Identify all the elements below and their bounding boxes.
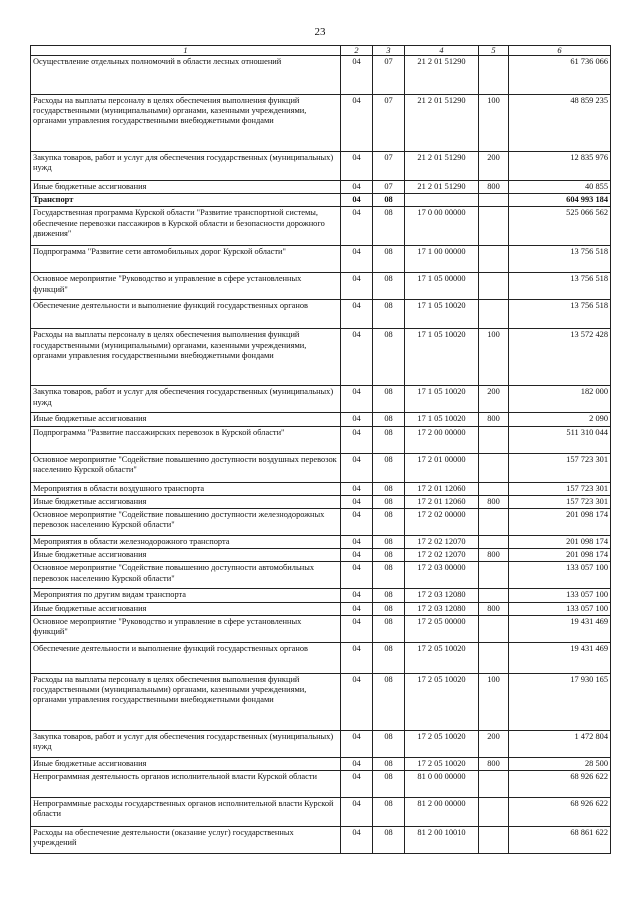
header-cell-name: 1 bbox=[31, 46, 341, 56]
row-name: Расходы на выплаты персоналу в целях обеспечения выполнения функций государственными (муниципальными) органами, казенными учреждениями, органами управления государственными внебюджетными фондами bbox=[31, 95, 341, 152]
page-number: 23 bbox=[314, 26, 326, 38]
row-expense-type: 100 bbox=[479, 95, 509, 152]
row-target-item: 17 2 03 12080 bbox=[405, 602, 479, 615]
row-section: 04 bbox=[341, 181, 373, 194]
row-expense-type bbox=[479, 426, 509, 453]
row-amount: 13 756 518 bbox=[509, 246, 611, 273]
row-name: Расходы на выплаты персоналу в целях обеспечения выполнения функций государственными (муниципальными) органами, казенными учреждениями, органами управления государственными внебюджетными фондами bbox=[31, 329, 341, 386]
row-subsection: 07 bbox=[373, 56, 405, 95]
row-expense-type bbox=[479, 589, 509, 602]
row-expense-type bbox=[479, 56, 509, 95]
row-expense-type bbox=[479, 827, 509, 854]
row-section: 04 bbox=[341, 194, 373, 207]
row-section: 04 bbox=[341, 509, 373, 536]
row-target-item: 17 2 05 00000 bbox=[405, 615, 479, 642]
row-subsection: 08 bbox=[373, 495, 405, 508]
table-row bbox=[31, 673, 611, 730]
row-subsection: 08 bbox=[373, 602, 405, 615]
row-section: 04 bbox=[341, 771, 373, 798]
row-section: 04 bbox=[341, 602, 373, 615]
row-expense-type bbox=[479, 453, 509, 482]
table-row bbox=[31, 95, 611, 152]
table-row bbox=[31, 329, 611, 386]
row-amount: 201 098 174 bbox=[509, 536, 611, 549]
row-amount: 68 926 622 bbox=[509, 771, 611, 798]
row-expense-type: 800 bbox=[479, 413, 509, 426]
row-subsection: 08 bbox=[373, 300, 405, 329]
row-name: Осуществление отдельных полномочий в области лесных отношений bbox=[31, 56, 341, 95]
row-amount: 48 859 235 bbox=[509, 95, 611, 152]
row-target-item: 17 2 01 12060 bbox=[405, 482, 479, 495]
table-body bbox=[31, 56, 611, 854]
row-section: 04 bbox=[341, 730, 373, 757]
row-subsection: 08 bbox=[373, 771, 405, 798]
row-name: Закупка товаров, работ и услуг для обеспечения государственных (муниципальных) нужд bbox=[31, 730, 341, 757]
row-name: Основное мероприятие "Содействие повышению доступности воздушных перевозок населению Курской области" bbox=[31, 453, 341, 482]
row-section: 04 bbox=[341, 329, 373, 386]
row-amount: 68 861 622 bbox=[509, 827, 611, 854]
row-name: Основное мероприятие "Руководство и управление в сфере установленных функций" bbox=[31, 273, 341, 300]
row-section: 04 bbox=[341, 562, 373, 589]
row-target-item: 17 2 02 12070 bbox=[405, 536, 479, 549]
row-subsection: 08 bbox=[373, 562, 405, 589]
row-target-item: 21 2 01 51290 bbox=[405, 152, 479, 181]
row-target-item: 17 1 00 00000 bbox=[405, 246, 479, 273]
row-target-item: 17 0 00 00000 bbox=[405, 207, 479, 246]
row-name: Мероприятия по другим видам транспорта bbox=[31, 589, 341, 602]
row-subsection: 08 bbox=[373, 386, 405, 413]
row-amount: 157 723 301 bbox=[509, 453, 611, 482]
row-amount: 604 993 184 bbox=[509, 194, 611, 207]
row-amount: 61 736 066 bbox=[509, 56, 611, 95]
row-section: 04 bbox=[341, 300, 373, 329]
row-subsection: 08 bbox=[373, 549, 405, 562]
row-expense-type bbox=[479, 798, 509, 827]
row-subsection: 08 bbox=[373, 207, 405, 246]
table-row bbox=[31, 757, 611, 770]
row-name: Закупка товаров, работ и услуг для обеспечения государственных (муниципальных) нужд bbox=[31, 152, 341, 181]
row-name: Основное мероприятие "Руководство и управление в сфере установленных функций" bbox=[31, 615, 341, 642]
table-row bbox=[31, 798, 611, 827]
table-row bbox=[31, 495, 611, 508]
row-expense-type: 800 bbox=[479, 757, 509, 770]
row-subsection: 08 bbox=[373, 426, 405, 453]
row-amount: 13 572 428 bbox=[509, 329, 611, 386]
table-row bbox=[31, 615, 611, 642]
row-subsection: 07 bbox=[373, 181, 405, 194]
row-expense-type: 200 bbox=[479, 152, 509, 181]
table-row bbox=[31, 536, 611, 549]
row-amount: 68 926 622 bbox=[509, 798, 611, 827]
row-expense-type: 800 bbox=[479, 549, 509, 562]
row-target-item bbox=[405, 194, 479, 207]
row-amount: 12 835 976 bbox=[509, 152, 611, 181]
row-section: 04 bbox=[341, 827, 373, 854]
row-amount: 133 057 100 bbox=[509, 562, 611, 589]
budget-table bbox=[30, 45, 611, 854]
row-section: 04 bbox=[341, 152, 373, 181]
row-name: Транспорт bbox=[31, 194, 341, 207]
row-target-item: 17 2 01 00000 bbox=[405, 453, 479, 482]
row-expense-type bbox=[479, 246, 509, 273]
row-target-item: 17 1 05 10020 bbox=[405, 329, 479, 386]
row-subsection: 08 bbox=[373, 509, 405, 536]
row-section: 04 bbox=[341, 246, 373, 273]
row-section: 04 bbox=[341, 207, 373, 246]
row-section: 04 bbox=[341, 273, 373, 300]
table-row bbox=[31, 386, 611, 413]
row-section: 04 bbox=[341, 56, 373, 95]
table-row bbox=[31, 730, 611, 757]
row-name: Мероприятия в области железнодорожного транспорта bbox=[31, 536, 341, 549]
row-target-item: 21 2 01 51290 bbox=[405, 95, 479, 152]
row-name: Подпрограмма "Развитие сети автомобильных дорог Курской области" bbox=[31, 246, 341, 273]
row-subsection: 08 bbox=[373, 536, 405, 549]
row-target-item: 17 1 05 10020 bbox=[405, 300, 479, 329]
row-target-item: 81 2 00 00000 bbox=[405, 798, 479, 827]
row-expense-type bbox=[479, 482, 509, 495]
row-amount: 40 855 bbox=[509, 181, 611, 194]
row-name: Закупка товаров, работ и услуг для обеспечения государственных (муниципальных) нужд bbox=[31, 386, 341, 413]
row-amount: 133 057 100 bbox=[509, 602, 611, 615]
row-section: 04 bbox=[341, 536, 373, 549]
row-name: Иные бюджетные ассигнования bbox=[31, 413, 341, 426]
table-row bbox=[31, 413, 611, 426]
row-amount: 511 310 044 bbox=[509, 426, 611, 453]
row-target-item: 17 1 05 10020 bbox=[405, 413, 479, 426]
row-amount: 17 930 165 bbox=[509, 673, 611, 730]
row-subsection: 08 bbox=[373, 730, 405, 757]
row-expense-type: 200 bbox=[479, 730, 509, 757]
row-target-item: 17 1 05 10020 bbox=[405, 386, 479, 413]
header-cell-subsection: 3 bbox=[373, 46, 405, 56]
row-expense-type bbox=[479, 194, 509, 207]
row-amount: 525 066 562 bbox=[509, 207, 611, 246]
table-row bbox=[31, 56, 611, 95]
row-subsection: 07 bbox=[373, 95, 405, 152]
table-row bbox=[31, 549, 611, 562]
row-subsection: 08 bbox=[373, 589, 405, 602]
table-row bbox=[31, 562, 611, 589]
table-row bbox=[31, 273, 611, 300]
table-row bbox=[31, 207, 611, 246]
row-section: 04 bbox=[341, 798, 373, 827]
table-row bbox=[31, 246, 611, 273]
row-expense-type bbox=[479, 642, 509, 673]
header-cell-amount: 6 bbox=[509, 46, 611, 56]
row-name: Иные бюджетные ассигнования bbox=[31, 181, 341, 194]
row-target-item: 17 2 01 12060 bbox=[405, 495, 479, 508]
table-row bbox=[31, 642, 611, 673]
row-expense-type: 800 bbox=[479, 181, 509, 194]
row-name: Основное мероприятие "Содействие повышению доступности автомобильных перевозок населению Курской области" bbox=[31, 562, 341, 589]
row-amount: 133 057 100 bbox=[509, 589, 611, 602]
row-subsection: 08 bbox=[373, 798, 405, 827]
row-section: 04 bbox=[341, 673, 373, 730]
row-amount: 1 472 804 bbox=[509, 730, 611, 757]
row-expense-type bbox=[479, 509, 509, 536]
table-row bbox=[31, 482, 611, 495]
row-expense-type bbox=[479, 273, 509, 300]
row-expense-type: 100 bbox=[479, 673, 509, 730]
row-subsection: 07 bbox=[373, 152, 405, 181]
row-amount: 13 756 518 bbox=[509, 300, 611, 329]
row-name: Основное мероприятие "Содействие повышению доступности железнодорожных перевозок населению Курской области" bbox=[31, 509, 341, 536]
row-subsection: 08 bbox=[373, 482, 405, 495]
row-name: Обеспечение деятельности и выполнение функций государственных органов bbox=[31, 642, 341, 673]
row-expense-type bbox=[479, 771, 509, 798]
row-name: Иные бюджетные ассигнования bbox=[31, 757, 341, 770]
row-section: 04 bbox=[341, 426, 373, 453]
row-section: 04 bbox=[341, 413, 373, 426]
row-amount: 157 723 301 bbox=[509, 482, 611, 495]
table-row bbox=[31, 771, 611, 798]
row-amount: 2 090 bbox=[509, 413, 611, 426]
row-name: Непрограммные расходы государственных органов исполнительной власти Курской области bbox=[31, 798, 341, 827]
row-subsection: 08 bbox=[373, 194, 405, 207]
row-name: Расходы на обеспечение деятельности (оказание услуг) государственных учреждений bbox=[31, 827, 341, 854]
row-expense-type bbox=[479, 562, 509, 589]
row-name: Обеспечение деятельности и выполнение функций государственных органов bbox=[31, 300, 341, 329]
header-cell-expense-type: 5 bbox=[479, 46, 509, 56]
row-expense-type bbox=[479, 615, 509, 642]
row-expense-type bbox=[479, 207, 509, 246]
row-subsection: 08 bbox=[373, 329, 405, 386]
table-row bbox=[31, 300, 611, 329]
table-row bbox=[31, 509, 611, 536]
row-target-item: 17 2 05 10020 bbox=[405, 730, 479, 757]
row-name: Иные бюджетные ассигнования bbox=[31, 549, 341, 562]
row-subsection: 08 bbox=[373, 615, 405, 642]
row-subsection: 08 bbox=[373, 246, 405, 273]
row-amount: 13 756 518 bbox=[509, 273, 611, 300]
row-target-item: 17 2 05 10020 bbox=[405, 642, 479, 673]
row-expense-type bbox=[479, 300, 509, 329]
row-target-item: 17 2 02 00000 bbox=[405, 509, 479, 536]
row-amount: 157 723 301 bbox=[509, 495, 611, 508]
row-section: 04 bbox=[341, 615, 373, 642]
row-expense-type: 100 bbox=[479, 329, 509, 386]
row-subsection: 08 bbox=[373, 413, 405, 426]
row-amount: 19 431 469 bbox=[509, 642, 611, 673]
row-target-item: 17 2 05 10020 bbox=[405, 673, 479, 730]
row-name: Государственная программа Курской области "Развитие транспортной системы, обеспечение перевозки пассажиров в Курской области и безопасности дорожного движения" bbox=[31, 207, 341, 246]
row-expense-type: 800 bbox=[479, 495, 509, 508]
row-section: 04 bbox=[341, 453, 373, 482]
row-target-item: 17 2 05 10020 bbox=[405, 757, 479, 770]
row-section: 04 bbox=[341, 482, 373, 495]
row-subsection: 08 bbox=[373, 453, 405, 482]
row-amount: 28 500 bbox=[509, 757, 611, 770]
table-row bbox=[31, 827, 611, 854]
table-row bbox=[31, 181, 611, 194]
header-cell-section: 2 bbox=[341, 46, 373, 56]
row-target-item: 81 2 00 10010 bbox=[405, 827, 479, 854]
row-amount: 201 098 174 bbox=[509, 549, 611, 562]
row-target-item: 21 2 01 51290 bbox=[405, 56, 479, 95]
row-section: 04 bbox=[341, 549, 373, 562]
row-target-item: 17 2 03 00000 bbox=[405, 562, 479, 589]
row-subsection: 08 bbox=[373, 273, 405, 300]
row-target-item: 17 1 05 00000 bbox=[405, 273, 479, 300]
row-amount: 201 098 174 bbox=[509, 509, 611, 536]
row-target-item: 81 0 00 00000 bbox=[405, 771, 479, 798]
row-name: Расходы на выплаты персоналу в целях обеспечения выполнения функций государственными (муниципальными) органами, казенными учреждениями, органами управления государственными внебюджетными фондами bbox=[31, 673, 341, 730]
row-section: 04 bbox=[341, 642, 373, 673]
row-amount: 19 431 469 bbox=[509, 615, 611, 642]
row-section: 04 bbox=[341, 386, 373, 413]
row-section: 04 bbox=[341, 757, 373, 770]
row-section: 04 bbox=[341, 495, 373, 508]
table-row bbox=[31, 152, 611, 181]
table-row bbox=[31, 453, 611, 482]
row-section: 04 bbox=[341, 589, 373, 602]
row-name: Непрограммная деятельность органов исполнительной власти Курской области bbox=[31, 771, 341, 798]
row-name: Иные бюджетные ассигнования bbox=[31, 495, 341, 508]
row-subsection: 08 bbox=[373, 642, 405, 673]
table-row bbox=[31, 589, 611, 602]
table-row bbox=[31, 194, 611, 207]
header-cell-target-item: 4 bbox=[405, 46, 479, 56]
row-target-item: 17 2 02 12070 bbox=[405, 549, 479, 562]
row-target-item: 17 2 00 00000 bbox=[405, 426, 479, 453]
row-expense-type: 800 bbox=[479, 602, 509, 615]
row-amount: 182 000 bbox=[509, 386, 611, 413]
row-name: Подпрограмма "Развитие пассажирских перевозок в Курской области" bbox=[31, 426, 341, 453]
row-expense-type: 200 bbox=[479, 386, 509, 413]
table-row bbox=[31, 602, 611, 615]
row-subsection: 08 bbox=[373, 827, 405, 854]
row-subsection: 08 bbox=[373, 757, 405, 770]
row-subsection: 08 bbox=[373, 673, 405, 730]
table-row bbox=[31, 426, 611, 453]
row-target-item: 17 2 03 12080 bbox=[405, 589, 479, 602]
row-expense-type bbox=[479, 536, 509, 549]
row-name: Мероприятия в области воздушного транспорта bbox=[31, 482, 341, 495]
row-target-item: 21 2 01 51290 bbox=[405, 181, 479, 194]
header-row bbox=[31, 46, 611, 56]
row-name: Иные бюджетные ассигнования bbox=[31, 602, 341, 615]
row-section: 04 bbox=[341, 95, 373, 152]
